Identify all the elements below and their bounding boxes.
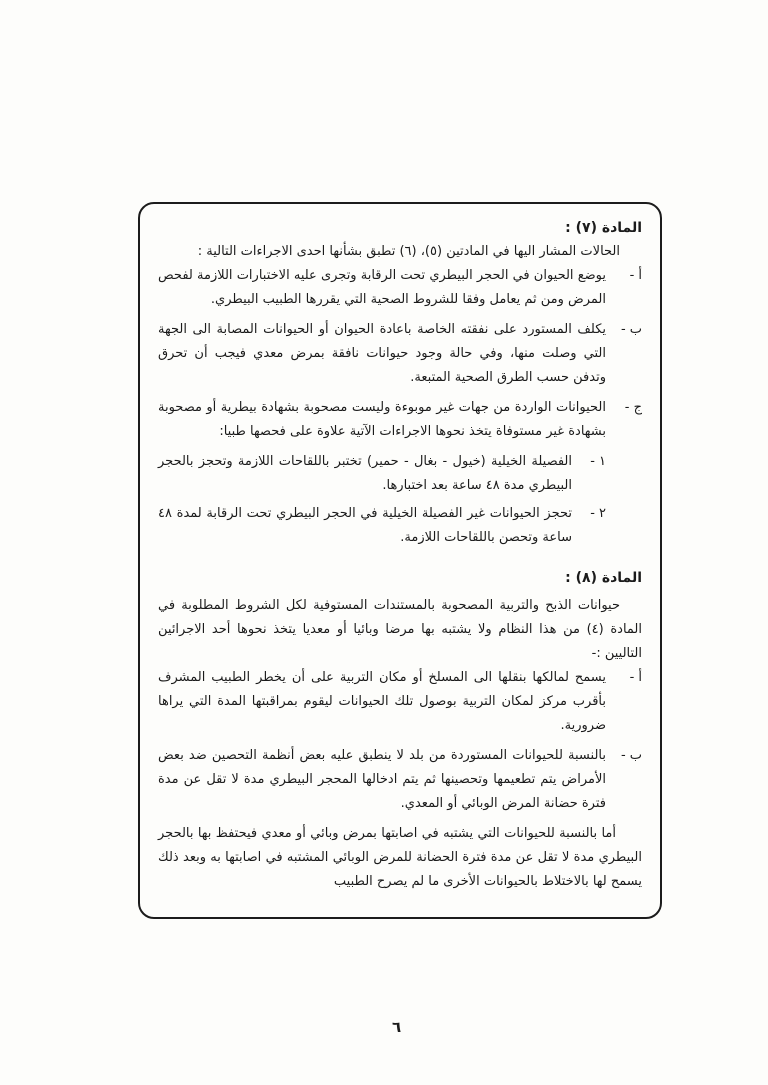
subitem-text: تحجز الحيوانات غير الفصيلة الخيلية في الحجر البيطري تحت الرقابة لمدة ٤٨ ساعة وتحصن باللقاحات اللازمة. [158, 506, 572, 545]
item-marker: ج - [624, 400, 642, 415]
subitem-text: الفصيلة الخيلية (خيول - بغال - حمير) تختبر باللقاحات اللازمة وتحجز بالحجر البيطري مدة ٤٨ ساعة بعد اختبارها. [158, 454, 572, 493]
page-number: ٦ [392, 1018, 402, 1036]
content-frame [138, 202, 662, 919]
item-text: يوضع الحيوان في الحجر البيطري تحت الرقابة وتجرى عليه الاختبارات اللازمة لفحص المرض ومن ثم يعامل وفقا للشروط الصحية التي يقررها الطبيب البيطري. [158, 268, 606, 307]
item-marker: ب - [620, 322, 642, 337]
item-text: يكلف المستورد على نفقته الخاصة باعادة الحيوان أو الحيوانات المصابة الى الجهة التي وصلت منها، وفي حالة وجود حيوانات نافقة بمرض معدي فيجب أن تحرق وتدفن حسب الطرق الصحية المتبعة. [158, 322, 606, 385]
article-8-item-b [158, 744, 642, 816]
subitem-marker: ٢ - [590, 506, 606, 521]
section-divider-gap [158, 554, 642, 566]
article-7-item-c [158, 396, 642, 444]
article-7-subitem-2 [158, 502, 606, 550]
item-marker: أ - [629, 670, 642, 685]
item-marker: ب - [620, 748, 642, 763]
article-8-item-a [158, 666, 642, 738]
article-8-heading: المادة (٨) : [565, 570, 642, 586]
article-8-closing-paragraph: أما بالنسبة للحيوانات التي يشتبه في اصابتها بمرض وبائي أو معدي فيحتفظ بها بالحجر البيطري مدة لا تقل عن مدة فترة الحضانة للمرض الوبائي المشتبه في اصابتها به وبعد ذلك يسمح لها بالاختلاط بالحيوانات الأخرى ما لم يصرح الطبيب [158, 826, 642, 889]
article-8-intro: حيوانات الذبح والتربية المصحوبة بالمستندات المستوفية لكل الشروط المطلوبة في المادة (٤) من هذا النظام ولا يشتبه بها مرضا وبائيا أو معديا يتخذ نحوها أحد الاجرائين التاليين :- [158, 598, 642, 661]
item-text: يسمح لمالكها بنقلها الى المسلخ أو مكان التربية على أن يخطر الطبيب المشرف بأقرب مركز لمكان التربية بوصول تلك الحيوانات ليقوم بمراقبتها المدة التي يراها ضرورية. [158, 670, 606, 733]
article-7-intro: الحالات المشار اليها في المادتين (٥)، (٦) تطبق بشأنها احدى الاجراءات التالية : [197, 244, 620, 259]
item-marker: أ - [629, 268, 642, 283]
item-text: بالنسبة للحيوانات المستوردة من بلد لا ينطبق عليه بعض أنظمة التحصين ضد بعض الأمراض يتم تطعيمها وتحصينها ثم يتم ادخالها المحجر البيطري مدة لا تقل عن مدة فترة حضانة المرض الوبائي أو المعدي. [158, 748, 606, 811]
subitem-marker: ١ - [590, 454, 606, 469]
article-7-item-b [158, 318, 642, 390]
item-text: الحيوانات الواردة من جهات غير موبوءة وليست مصحوبة بشهادة بيطرية أو مصحوبة بشهادة غير مستوفاة يتخذ نحوها الاجراءات الآتية علاوة على فحصها طبيا: [158, 400, 606, 439]
article-7-heading: المادة (٧) : [565, 220, 642, 236]
article-7-subitem-1 [158, 450, 606, 498]
article-7-item-a [158, 264, 642, 312]
